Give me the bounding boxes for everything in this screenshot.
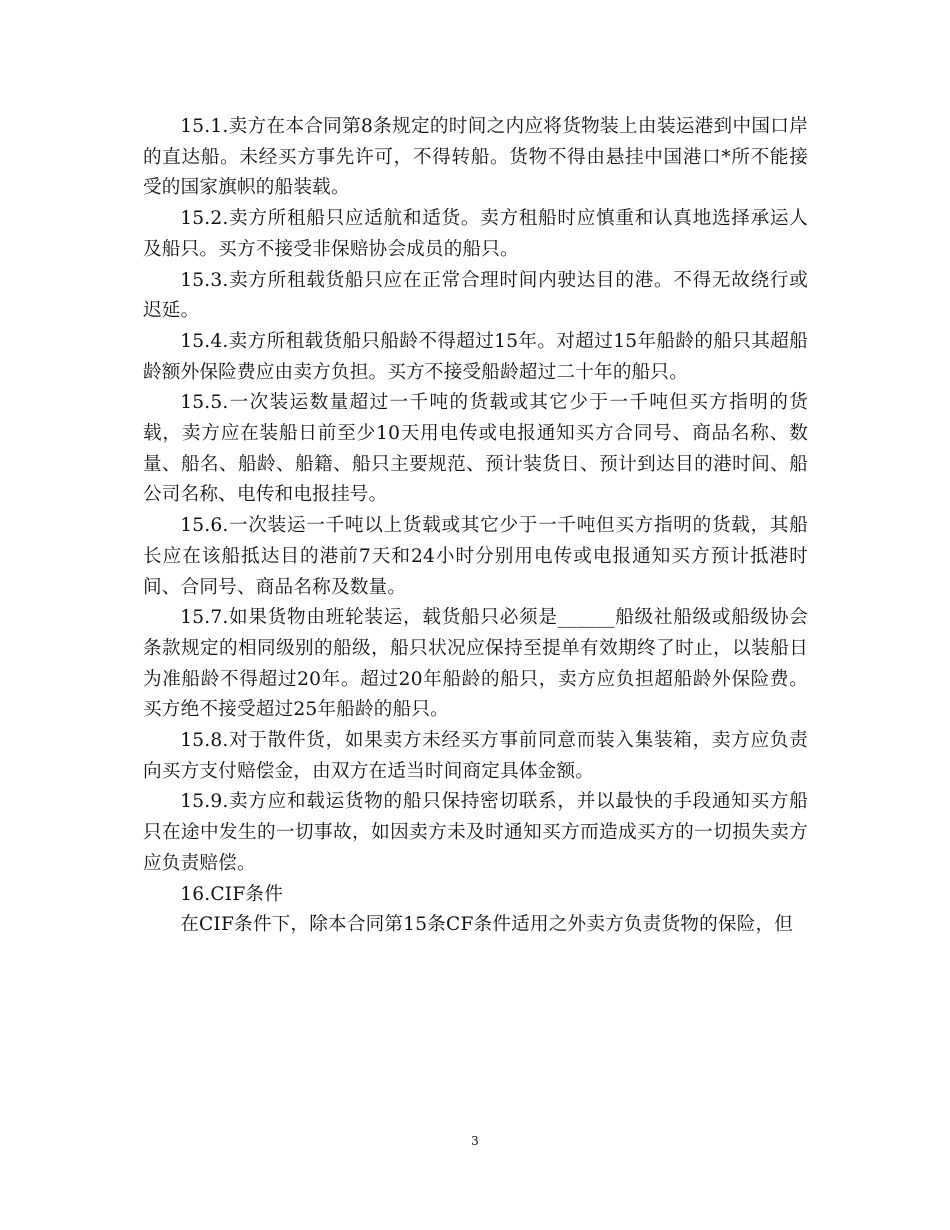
clause-15-7-paragraph: 15.7.如果货物由班轮装运，载货船只必须是______船级社船级或船级协会条款规定的相同级别的船级，船只状况应保持至提单有效期终了时止，以装船日为准船龄不得超过20年。超过20年船龄的船只，卖方应负担超船龄外保险费。买方绝不接受超过25年船龄的船只。 [143, 607, 808, 721]
clause-15-8-paragraph: 15.8.对于散件货，如果卖方未经买方事前同意而装入集装箱，卖方应负责向买方支付赔偿金，由双方在适当时间商定具体金额。 [143, 730, 808, 782]
clause-15-5-paragraph: 15.5.一次装运数量超过一千吨的货载或其它少于一千吨但买方指明的货载，卖方应在装船日前至少10天用电传或电报通知买方合同号、商品名称、数量、船名、船龄、船籍、船只主要规范、预计装货日、预计到达目的港时间、船公司名称、电传和电报挂号。 [143, 392, 808, 506]
clause-15-9-paragraph: 15.9.卖方应和载运货物的船只保持密切联系，并以最快的手段通知买方船只在途中发生的一切事故，如因卖方未及时通知买方而造成买方的一切损失卖方应负责赔偿。 [143, 791, 808, 874]
clause-15-4-paragraph: 15.4.卖方所租载货船只船龄不得超过15年。对超过15年船龄的船只其超船龄额外保险费应由卖方负担。买方不接受船龄超过二十年的船只。 [143, 330, 808, 383]
clause-15-6-paragraph: 15.6.一次装运一千吨以上货载或其它少于一千吨但买方指明的货载，其船长应在该船抵达目的港前7天和24小时分别用电传或电报通知买方预计抵港时间、合同号、商品名称及数量。 [143, 515, 808, 598]
clause-15-3-paragraph: 15.3.卖方所租载货船只应在正常合理时间内驶达目的港。不得无故绕行或迟延。 [143, 269, 808, 322]
clause-15-1-paragraph: 15.1.卖方在本合同第8条规定的时间之内应将货物装上由装运港到中国口岸的直达船。未经买方事先许可，不得转船。货物不得由悬挂中国港口*所不能接受的国家旗帜的船装载。 [143, 116, 808, 199]
clause-15-2-paragraph: 15.2.卖方所租船只应适航和适货。卖方租船时应慎重和认真地选择承运人及船只。买方不接受非保赔协会成员的船只。 [143, 208, 808, 260]
document-body [143, 112, 808, 941]
page-number: 3 [471, 1134, 479, 1148]
section-16-paragraph: 在CIF条件下，除本合同第15条CF条件适用之外卖方负责货物的保险，但 [180, 914, 794, 936]
section-16-heading: 16.CIF条件 [180, 883, 284, 905]
